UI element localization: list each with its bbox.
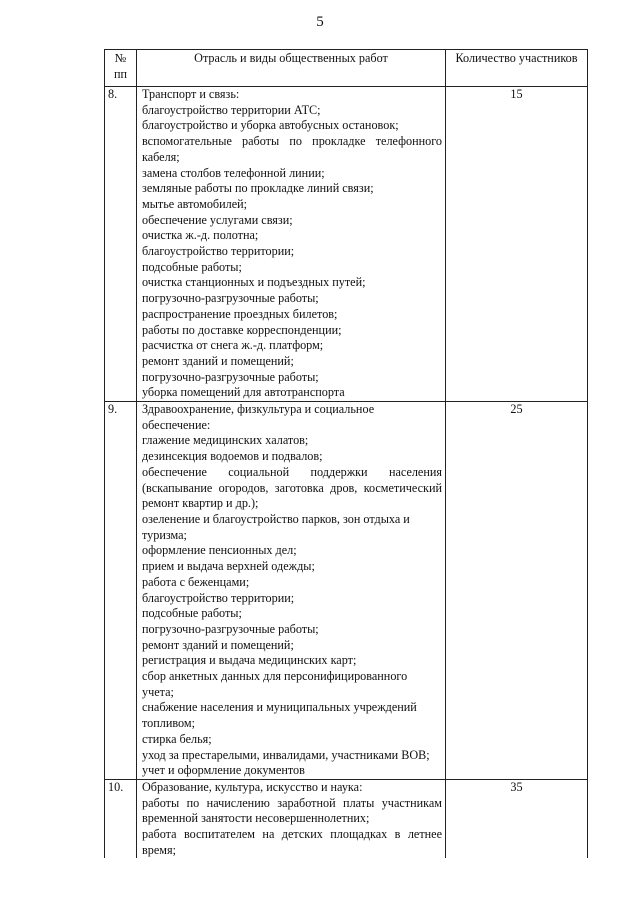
activity-item: прием и выдача верхней одежды; xyxy=(142,559,315,574)
table-row xyxy=(105,87,588,402)
activity-item: снабжение населения и муниципальных учреждений xyxy=(142,700,417,715)
activity-item: расчистка от снега ж.-д. платформ; xyxy=(142,338,324,353)
activity-item: земляные работы по прокладке линий связи; xyxy=(142,181,374,196)
activity-category: Здравоохранение, физкультура и социальное xyxy=(142,402,375,417)
activity-item: благоустройство и уборка автобусных остановок; xyxy=(142,118,399,133)
activity-item: время; xyxy=(142,842,176,857)
activity-item: подсобные работы; xyxy=(142,606,242,621)
activity-item: распространение проездных билетов; xyxy=(142,306,338,321)
activity-item: работа воспитателем на детских площадках в летнее xyxy=(142,827,442,842)
activity-item: дезинсекция водоемов и подвалов; xyxy=(142,449,323,464)
activity-item: погрузочно-разгрузочные работы; xyxy=(142,621,319,636)
activity-item: глажение медицинских халатов; xyxy=(142,433,309,448)
activity-item: сбор анкетных данных для персонифицированного xyxy=(142,669,408,684)
activity-item: работы по начислению заработной платы участникам xyxy=(142,795,442,810)
row-number: 10. xyxy=(105,779,137,858)
activity-item: учет и оформление документов xyxy=(142,763,305,778)
activity-item: обеспечение услугами связи; xyxy=(142,212,293,227)
activity-item: обеспечение социальной поддержки населения xyxy=(142,464,442,479)
activity-item: топливом; xyxy=(142,716,196,731)
activity-item: благоустройство территории АТС; xyxy=(142,102,321,117)
activity-item: погрузочно-разгрузочные работы; xyxy=(142,369,319,384)
activity-item: стирка белья; xyxy=(142,731,212,746)
activity-item: работа с беженцами; xyxy=(142,574,250,589)
activity-item: уход за престарелыми, инвалидами, участниками ВОВ; xyxy=(142,747,430,762)
activity-item: подсобные работы; xyxy=(142,259,242,274)
participant-count: 35 xyxy=(446,779,588,858)
activity-category: Транспорт и связь: xyxy=(142,87,240,101)
activity-item: замена столбов телефонной линии; xyxy=(142,165,325,180)
activity-item: очистка станционных и подъездных путей; xyxy=(142,275,366,290)
activity-item: работы по доставке корреспонденции; xyxy=(142,322,342,337)
activity-item: уборка помещений для автотранспорта xyxy=(142,385,345,400)
table-header-row xyxy=(105,50,588,87)
activity-item: учета; xyxy=(142,684,174,699)
participant-count: 25 xyxy=(446,402,588,780)
row-activities xyxy=(137,779,446,858)
activity-item: туризма; xyxy=(142,527,187,542)
activity-item: временной занятости несовершеннолетних; xyxy=(142,811,370,826)
activity-item: ремонт зданий и помещений; xyxy=(142,637,294,652)
activity-item: погрузочно-разгрузочные работы; xyxy=(142,291,319,306)
row-number: 8. xyxy=(105,87,137,402)
activity-item: ремонт зданий и помещений; xyxy=(142,353,294,368)
activity-item: регистрация и выдача медицинских карт; xyxy=(142,653,357,668)
activity-item: (вскапывание огородов, заготовка дров, косметический xyxy=(142,480,442,495)
header-num: № пп xyxy=(105,50,137,87)
public-works-table xyxy=(104,49,588,858)
row-activities xyxy=(137,87,446,402)
activity-item: кабеля; xyxy=(142,149,180,164)
activity-item: оформление пенсионных дел; xyxy=(142,543,297,558)
header-activity: Отрасль и виды общественных работ xyxy=(137,50,446,87)
activity-item: вспомогательные работы по прокладке телефонного xyxy=(142,134,442,149)
activity-item: благоустройство территории; xyxy=(142,244,295,259)
row-activities xyxy=(137,402,446,780)
activity-item: благоустройство территории; xyxy=(142,590,295,605)
table-row xyxy=(105,402,588,780)
page-number: 5 xyxy=(316,14,324,30)
header-count: Количество участников xyxy=(446,50,588,87)
activity-item: очистка ж.-д. полотна; xyxy=(142,228,259,243)
activity-category: Образование, культура, искусство и наука: xyxy=(142,779,363,794)
table-row xyxy=(105,779,588,858)
participant-count: 15 xyxy=(446,87,588,402)
activity-item: озеленение и благоустройство парков, зон отдыха и xyxy=(142,511,410,526)
row-number: 9. xyxy=(105,402,137,780)
activity-item: обеспечение: xyxy=(142,417,211,432)
activity-item: мытье автомобилей; xyxy=(142,196,248,211)
activity-item: ремонт квартир и др.); xyxy=(142,496,259,511)
